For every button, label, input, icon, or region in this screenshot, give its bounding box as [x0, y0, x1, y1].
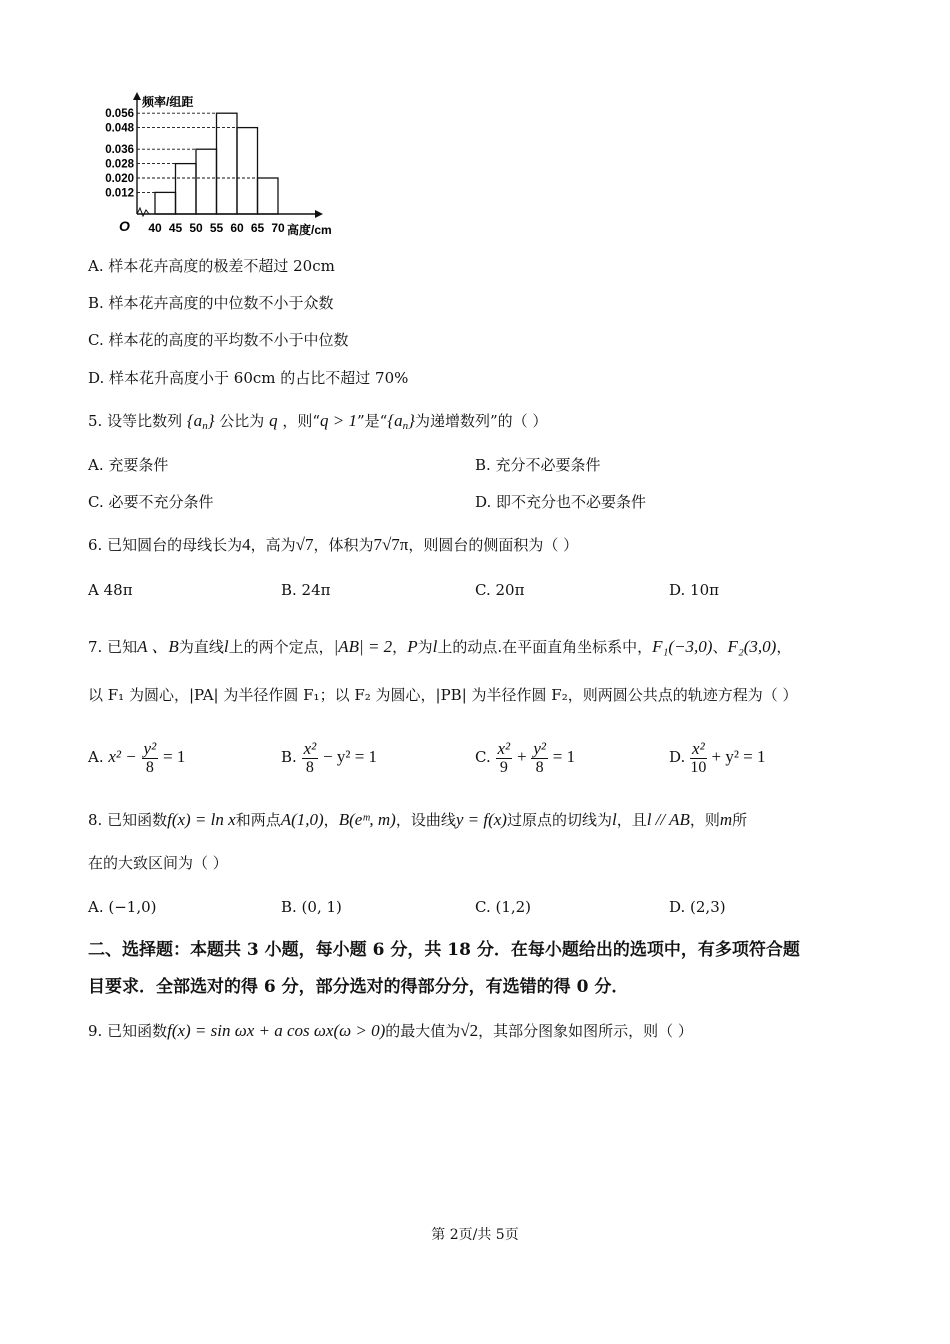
y-axis-label: 频率/组距: [142, 95, 194, 109]
q4-option-a: A. 样本花卉高度的极差不超过 20cm: [88, 257, 335, 275]
x-axis-label: 高度/cm: [287, 223, 332, 237]
section2-heading-line1: 二、选择题：本题共 3 小题，每小题 6 分，共 18 分．在每小题给出的选项中，有多项符合题: [88, 940, 800, 960]
x-tick-label: 55: [209, 221, 224, 235]
q8-stem-line1: 8. 已知函数f(x) = ln x和两点A(1,0)，B(eᵐ, m)，设曲线y = f(x)过原点的切线为l，且l // AB，则m所: [88, 810, 748, 829]
q8-option-b: B. (0, 1): [281, 898, 342, 916]
x-tick-label: 40: [148, 221, 162, 235]
q5-option-c: C. 必要不充分条件: [88, 493, 214, 511]
y-tick-label: 0.012: [105, 187, 134, 200]
q6-option-a: A 48π: [88, 581, 133, 599]
histogram-bar: [258, 178, 279, 214]
q4-option-c: C. 样本花的高度的平均数不小于中位数: [88, 331, 349, 349]
q7-stem-line1: 7. 已知A 、B为直线l上的两个定点，|AB| = 2，P为l上的动点.在平面直角坐标系中，F₁(−3,0)、F₂(3,0)，: [88, 637, 792, 656]
q6-option-d: D. 10π: [669, 581, 719, 599]
histogram-bar: [196, 149, 217, 214]
frequency-histogram: [95, 88, 355, 248]
histogram-bar: [176, 164, 197, 214]
q5-stem: 5. 设等比数列 $\{a_n\}$ 公比为 q ，则“q > 1”是“$\{a_n\}$为递增数列”的（ ）: [88, 411, 548, 432]
q8-option-c: C. (1,2): [475, 898, 532, 916]
q5-option-a: A. 充要条件: [88, 456, 169, 474]
y-tick-label: 0.028: [105, 158, 134, 171]
x-tick-label: 60: [230, 221, 244, 235]
y-tick-label: 0.056: [105, 108, 134, 121]
q4-option-d: D. 样本花升高度小于 60cm 的占比不超过 70%: [88, 369, 409, 387]
section2-heading-line2: 目要求．全部选对的得 6 分，部分选对的得部分分，有选错的得 0 分．: [88, 977, 629, 997]
q6-stem: 6. 已知圆台的母线长为4，高为√7，体积为7√7π，则圆台的侧面积为（ ）: [88, 535, 579, 554]
x-tick-label: 65: [250, 221, 265, 235]
q6-option-b: B. 24π: [281, 581, 331, 599]
x-tick-label: 50: [189, 221, 203, 235]
x-tick-label: 45: [168, 221, 183, 235]
q5-option-d: D. 即不充分也不必要条件: [475, 493, 647, 511]
q9-stem: 9. 已知函数f(x) = sin ωx + a cos ωx(ω > 0)的最大值为√2，其部分图象如图所示，则（ ）: [88, 1021, 693, 1040]
histogram-bar: [217, 113, 238, 214]
page-footer: 第 2页/共 5页: [431, 1227, 519, 1243]
q8-stem-line2: 在的大致区间为（ ）: [88, 854, 228, 872]
q7-option-c: C. $\frac{\text{x²}}{9}$ + $\frac{\text{y²}}{8}$ = 1: [475, 738, 576, 776]
histogram-bar: [237, 128, 258, 214]
y-tick-label: 0.020: [105, 173, 134, 185]
y-axis-arrow: [133, 92, 141, 100]
axis-break: [137, 208, 149, 216]
q8-option-a: A. (−1,0): [88, 898, 157, 916]
y-tick-label: 0.036: [105, 144, 134, 157]
origin-label: O: [119, 218, 130, 234]
q6-option-c: C. 20π: [475, 581, 525, 599]
x-axis-arrow: [315, 210, 323, 218]
q8-option-d: D. (2,3): [669, 898, 726, 916]
q7-option-b: B. $\frac{\text{x²}}{8}$ − y² = 1: [281, 738, 378, 776]
x-tick-label: 70: [271, 221, 285, 235]
q7-stem-line2: 以 F₁ 为圆心，|PA| 为半径作圆 F₁；以 F₂ 为圆心，|PB| 为半径作圆 F₂，则两圆公共点的轨迹方程为（ ）: [88, 686, 798, 704]
histogram-bar: [155, 192, 176, 214]
q5-option-b: B. 充分不必要条件: [475, 456, 601, 474]
q7-option-d: D. $\frac{\text{x²}}{10}$ + y² = 1: [669, 738, 766, 776]
q4-option-b: B. 样本花卉高度的中位数不小于众数: [88, 294, 334, 312]
q7-option-a: A. x² − $\frac{\text{y²}}{8}$ = 1: [88, 738, 186, 776]
y-tick-label: 0.048: [105, 122, 134, 135]
